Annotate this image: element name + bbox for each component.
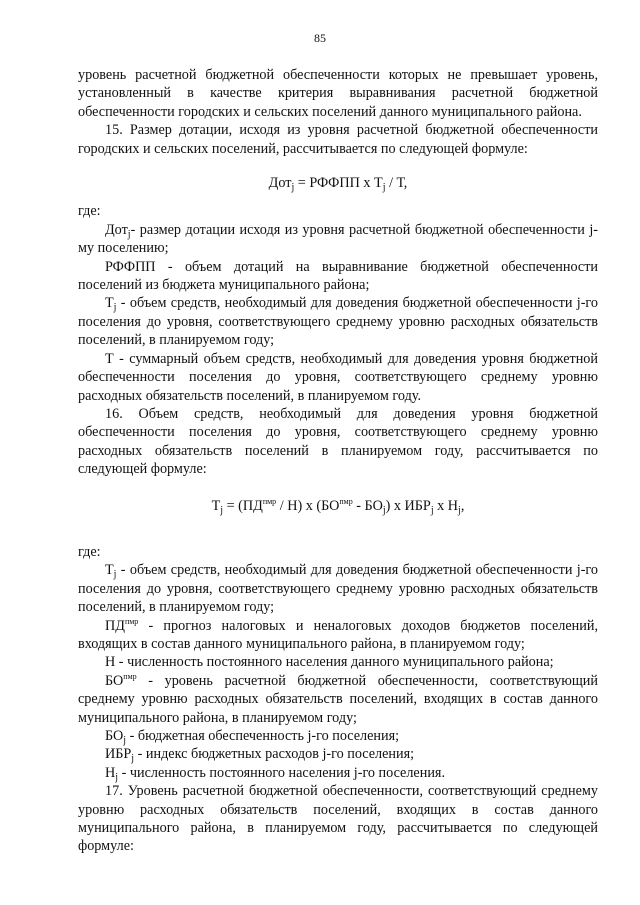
formula-tj-part-d: ) х ИБР	[385, 497, 431, 514]
formula-tj-sup-1: пмр	[262, 496, 277, 506]
formula-tj-part-b: / Н) х (БО	[276, 497, 340, 514]
formula-dotation	[78, 174, 598, 192]
formula-tj-part-c: - БО	[352, 497, 383, 514]
def-boj-subscript: j	[123, 735, 127, 746]
def-bo-body: - уровень расчетной бюджетной обеспеченности, соответствующий среднему уровню расходных обязательств поселений, входящих в состав данного муниципального района, в планируемом году;	[78, 672, 598, 726]
def-pd-superscript: пмр	[124, 616, 139, 626]
formula-dot-rest-a: = РФФПП х Т	[294, 175, 383, 192]
formula-tj-sub-2: j	[382, 504, 386, 516]
def-rffpp: РФФПП - объем дотаций на выравнивание бюджетной обеспеченности поселений из бюджета муниципального района;	[78, 258, 598, 294]
def-boj	[78, 727, 598, 745]
intro-paragraph: уровень расчетной бюджетной обеспеченности которых не превышает уровень, установленный в качестве критерия выравнивания расчетной бюджетной обеспеченности городских и сельских поселений данного муниципального района.	[78, 67, 598, 120]
def-boj-body: - бюджетная обеспеченность j-го поселения;	[126, 728, 400, 744]
def-tj-2-subscript: j	[113, 569, 117, 581]
formula-tj-part-a: = (ПД	[223, 497, 263, 514]
def-pd-head: ПД	[105, 617, 125, 634]
def-ibr-subscript: j	[131, 753, 135, 765]
formula-tj-part-f: ,	[460, 497, 465, 514]
def-hj-body: - численность постоянного населения j-го поселения.	[118, 764, 445, 781]
formula-tj-sub-3: j	[430, 504, 434, 516]
def-pd	[78, 617, 598, 654]
def-tj-2-head: Т	[105, 562, 114, 579]
def-boj-head: БО	[105, 728, 124, 744]
def-ibr	[78, 745, 598, 763]
formula-tj-sub-4: j	[458, 504, 461, 516]
def-dotation-head: Дот	[105, 221, 128, 238]
def-tj-2	[78, 561, 598, 616]
def-n: Н - численность постоянного населения данного муниципального района;	[105, 654, 554, 671]
def-bo-head: БО	[105, 672, 124, 689]
def-bo-superscript: пмр	[123, 671, 137, 681]
paragraph-17: 17. Уровень расчетной бюджетной обеспеченности, соответствующий среднему уровню расходных обязательств поселений, входящих в состав данного муниципального района, в планируемом году, рассчитывается по следующей формуле:	[78, 783, 598, 855]
formula-tj-t: Т	[211, 497, 221, 514]
paragraph-15: 15. Размер дотации, исходя из уровня расчетной бюджетной обеспеченности городских и сельских поселений, рассчитывается по следующей формуле:	[78, 122, 598, 157]
def-hj-subscript: j	[115, 771, 119, 783]
document-body	[78, 66, 598, 856]
formula-dot-rest-b: / Т,	[385, 175, 408, 192]
def-pd-body: - прогноз налоговых и неналоговых доходов бюджетов поселений, входящих в состав данного муниципального района, в планируемом году;	[78, 617, 598, 652]
def-dotation-body: - размер дотации исходя из уровня расчетной бюджетной обеспеченности j-му поселению;	[78, 221, 598, 257]
formula-tj-sup-2: пмр	[339, 496, 353, 506]
def-tj-1-head: Т	[105, 295, 114, 312]
def-ibr-head: ИБР	[105, 746, 132, 763]
where-label-1: где:	[78, 203, 101, 220]
def-dotation-subscript: j	[127, 228, 131, 240]
def-tj-2-body: - объем средств, необходимый для доведения бюджетной обеспеченности j-го поселения до уровня, соответствующего среднему уровню расходных обязательств поселений, в планируемом году;	[78, 562, 598, 616]
def-hj	[78, 764, 598, 782]
formula-tj-sub-1: j	[220, 504, 224, 516]
formula-dot-t-subscript: j	[382, 182, 386, 194]
def-dotation	[78, 221, 598, 258]
formula-dot-symbol: Дот	[268, 175, 292, 192]
def-bo	[78, 672, 598, 727]
def-tj-1-body: - объем средств, необходимый для доведения бюджетной обеспеченности j-го поселения до уровня, соответствующего среднему уровню расходных обязательств поселений, в планируемом году;	[78, 295, 598, 349]
def-tj-1	[78, 294, 598, 349]
where-label-2: где:	[78, 543, 101, 560]
formula-tj	[78, 497, 598, 515]
def-hj-head: Н	[105, 764, 116, 781]
formula-dot-subscript: j	[291, 182, 295, 194]
paragraph-16: 16. Объем средств, необходимый для доведения уровня бюджетной обеспеченности поселения до уровня, соответствующего среднему уровню расходных обязательств поселений в планируемом году, рассчитывается по следующей формуле:	[78, 405, 598, 478]
def-tj-1-subscript: j	[113, 302, 117, 314]
def-t: Т - суммарный объем средств, необходимый для доведения уровня бюджетной обеспеченности поселения до уровня, соответствующего среднему уровню расходных обязательств поселений, в планируемом году.	[78, 350, 598, 404]
page-number: 85	[314, 31, 326, 45]
def-ibr-body: - индекс бюджетных расходов j-го поселения;	[134, 746, 415, 763]
formula-tj-part-e: х Н	[433, 497, 459, 514]
